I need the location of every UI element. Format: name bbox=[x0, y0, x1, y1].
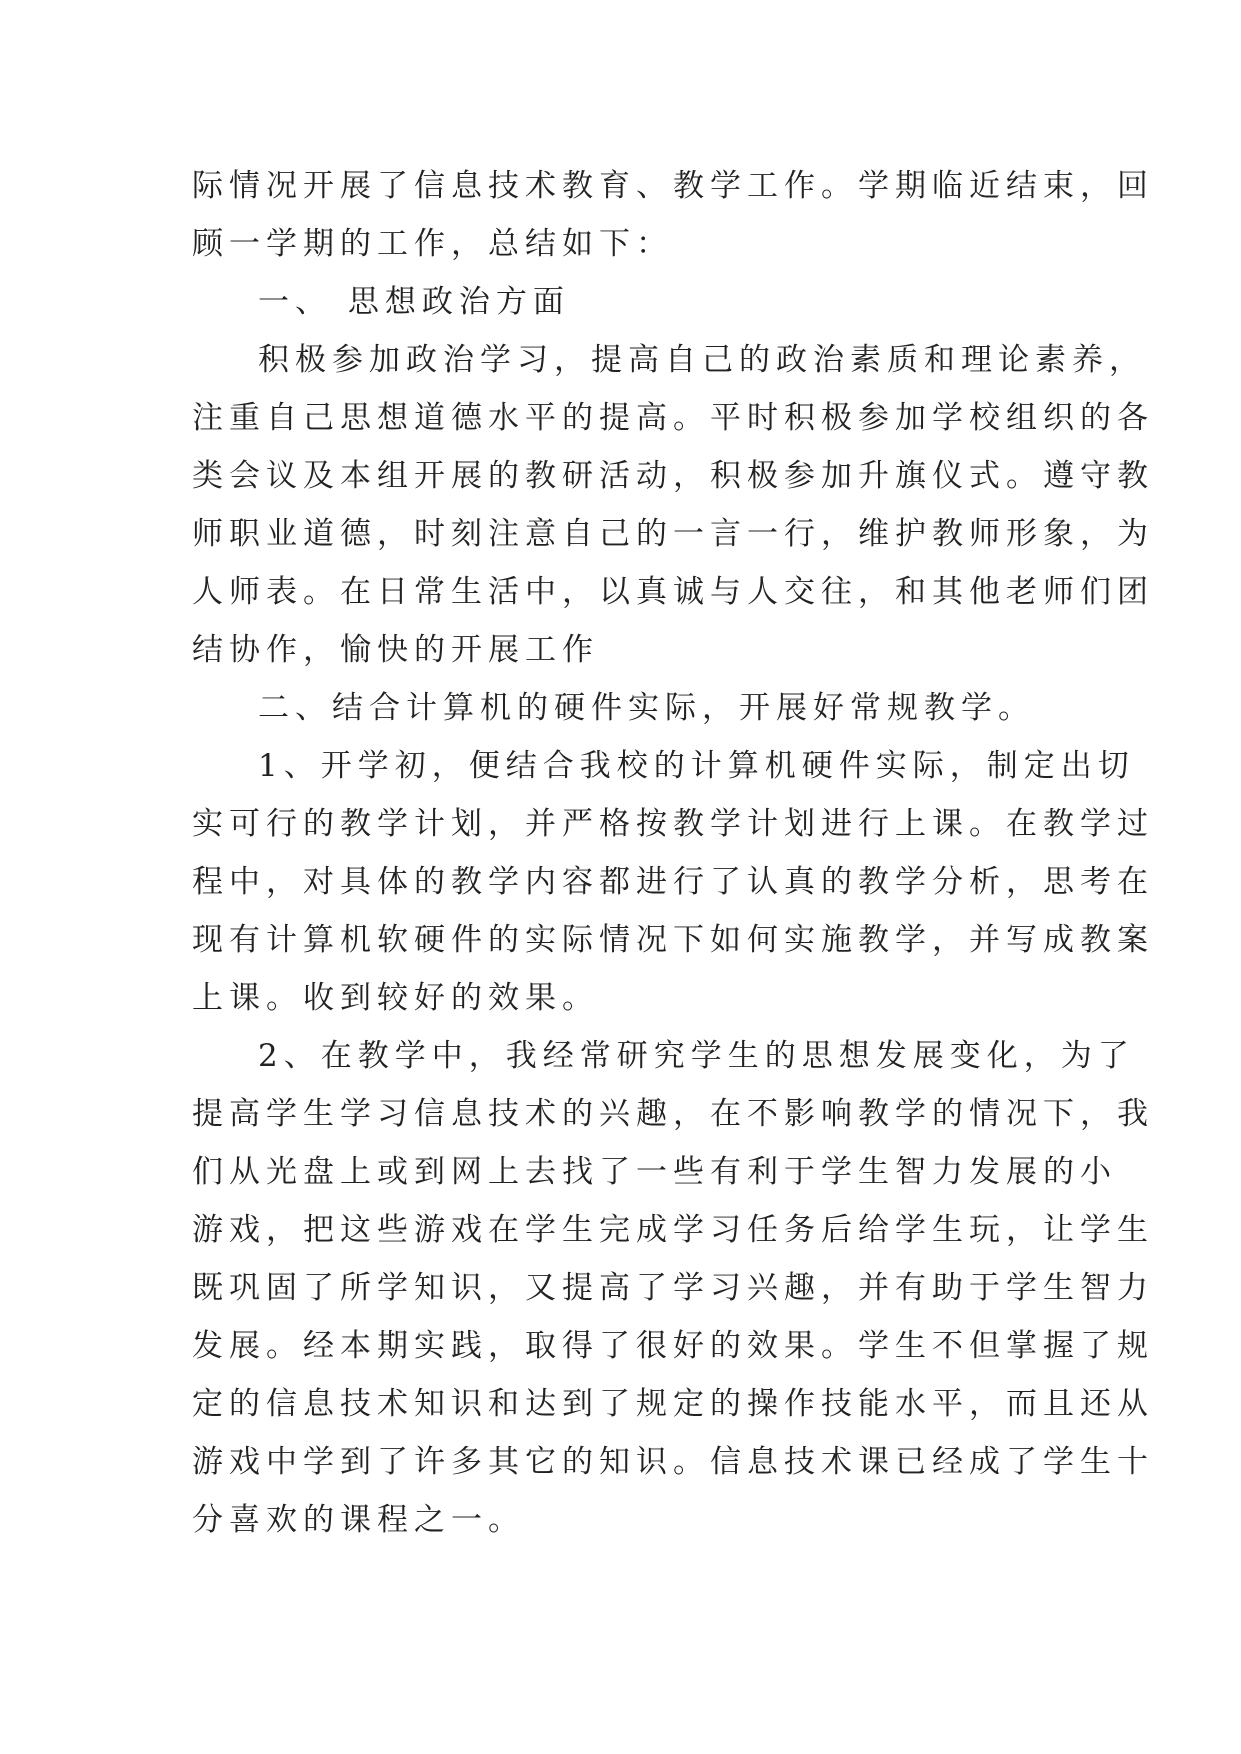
text-line: 游戏中学到了许多其它的知识。信息技术课已经成了学生十 bbox=[192, 1444, 1154, 1480]
text-line: 人师表。在日常生活中，以真诚与人交往，和其他老师们团 bbox=[192, 574, 1154, 610]
section-heading: 二、结合计算机的硬件实际，开展好常规教学。 bbox=[258, 690, 1035, 726]
text-line: 分喜欢的课程之一。 bbox=[192, 1502, 525, 1538]
text-line: 际情况开展了信息技术教育、教学工作。学期临近结束，回 bbox=[192, 168, 1154, 204]
text-line: 程中，对具体的教学内容都进行了认真的教学分析，思考在 bbox=[192, 864, 1154, 900]
text-line: 定的信息技术知识和达到了规定的操作技能水平，而且还从 bbox=[192, 1386, 1154, 1422]
text-line: 2、在教学中，我经常研究学生的思想发展变化，为了 bbox=[258, 1038, 1135, 1074]
text-line: 上课。收到较好的效果。 bbox=[192, 980, 599, 1016]
text-line: 积极参加政治学习，提高自己的政治素质和理论素养， bbox=[258, 342, 1146, 378]
text-line: 实可行的教学计划，并严格按教学计划进行上课。在教学过 bbox=[192, 806, 1154, 842]
section-heading: 一、 思想政治方面 bbox=[258, 284, 570, 320]
text-line: 们从光盘上或到网上去找了一些有利于学生智力发展的小 bbox=[192, 1154, 1117, 1190]
text-line: 1、开学初，便结合我校的计算机硬件实际，制定出切 bbox=[258, 748, 1135, 784]
text-line: 发展。经本期实践，取得了很好的效果。学生不但掌握了规 bbox=[192, 1328, 1154, 1364]
text-line: 现有计算机软硬件的实际情况下如何实施教学，并写成教案 bbox=[192, 922, 1154, 958]
text-line: 既巩固了所学知识，又提高了学习兴趣，并有助于学生智力 bbox=[192, 1270, 1154, 1306]
text-line: 游戏，把这些游戏在学生完成学习任务后给学生玩，让学生 bbox=[192, 1212, 1154, 1248]
text-line: 提高学生学习信息技术的兴趣，在不影响教学的情况下，我 bbox=[192, 1096, 1154, 1132]
text-line: 类会议及本组开展的教研活动，积极参加升旗仪式。遵守教 bbox=[192, 458, 1154, 494]
text-line: 结协作，愉快的开展工作 bbox=[192, 632, 599, 668]
text-line: 师职业道德，时刻注意自己的一言一行，维护教师形象，为 bbox=[192, 516, 1154, 552]
text-line: 顾一学期的工作，总结如下： bbox=[192, 226, 673, 262]
text-line: 注重自己思想道德水平的提高。平时积极参加学校组织的各 bbox=[192, 400, 1154, 436]
document-body bbox=[192, 157, 1154, 1549]
